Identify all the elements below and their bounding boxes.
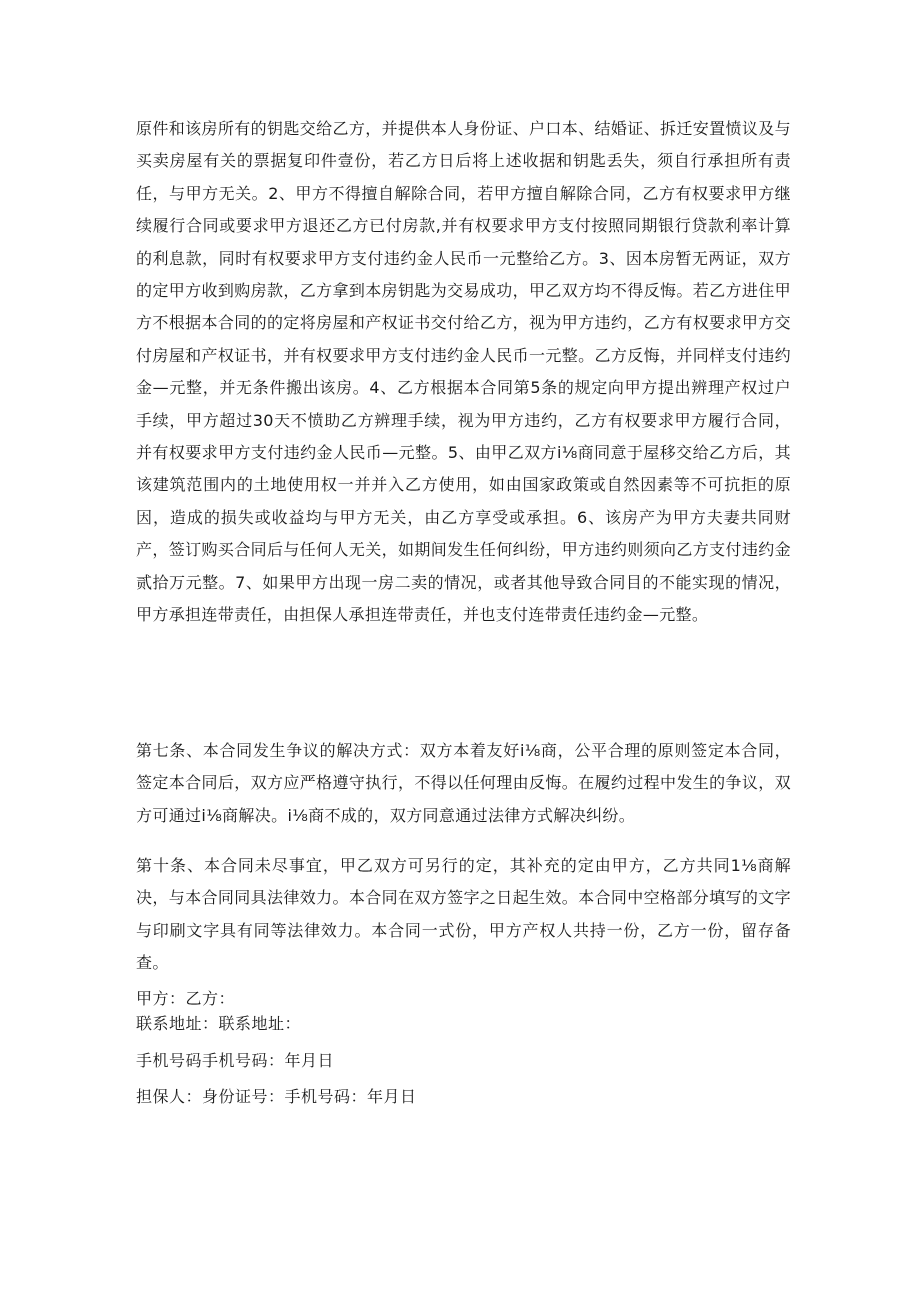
signature-phone-date-line: 手机号码手机号码：年月日 (136, 1051, 335, 1070)
signature-address-line: 联系地址：联系地址： (136, 1014, 302, 1033)
contract-paragraph-clauses: 原件和该房所有的钥匙交给乙方，并提供本人身份证、户口本、结婚证、拆迁安置愤议及与买卖房屋有关的票据复印件壹份，若乙方日后将上述收据和钥匙丢失，须自行承担所有责任，与甲方无关。2、甲方不得擅自解除合同，若甲方擅自解除合同，乙方有权要求甲方继续履行合同或要求甲方退还乙方已付房款,并有权要求甲方支付按照同期银行贷款利率计算的利息款，同时有权要求甲方支付违约金人民币一元整给乙方。3、因本房暂无两证，双方的定甲方收到购房款，乙方拿到本房钥匙为交易成功，甲乙双方均不得反悔。若乙方进住甲方不根据本合同的的定将房屋和产权证书交付给乙方，视为甲方违约，乙方有权要求甲方交付房屋和产权证书，并有权要求甲方支付违约金人民币一元整。乙方反悔，并同样支付违约金—元整，并无条件搬出该房。4、乙方根据本合同第5条的规定向甲方提出辨理产权过户手续，甲方超过30天不愤助乙方辨理手续，视为甲方违约，乙方有权要求甲方履行合同，并有权要求甲方支付违约金人民币—元整。5、由甲乙双方i⅛商同意于屋移交给乙方后，其该建筑范围内的土地使用权一并并入乙方使用，如由国家政策或自然因素等不可抗拒的原因，造成的损失或收益均与甲方无关，由乙方享受或承担。6、该房产为甲方夫妻共同财产，签订购买合同后与任何人无关，如期间发生任何纠纷，甲方违约则须向乙方支付违约金贰拾万元整。7、如果甲方出现一房二卖的情况，或者其他导致合同目的不能实现的情况，甲方承担连带责任，由担保人承担连带责任，并也支付连带责任违约金—元整。 (136, 119, 791, 625)
signature-guarantor-line: 担保人：身份证号：手机号码：年月日 (136, 1087, 417, 1106)
contract-paragraph-article-7: 第七条、本合同发生争议的解决方式：双方本着友好i⅛商，公平合理的原则签定本合同，签定本合同后，双方应严格遵守执行，不得以任何理由反悔。在履约过程中发生的争议，双方可通过i⅛商解决。i⅛商不成的，双方同意通过法律方式解决纠纷。 (136, 741, 791, 825)
contract-paragraph-article-10: 第十条、本合同未尽事宜，甲乙双方可另行的定，其补充的定由甲方，乙方共同1⅛商解决，与本合同同具法律效力。本合同在双方签字之日起生效。本合同中空格部分填写的文字与印刷文字具有同等法律效力。本合同一式份，甲方产权人共持一份，乙方一份，留存备查。 (136, 856, 791, 973)
signature-parties-line: 甲方：乙方： (136, 989, 236, 1008)
